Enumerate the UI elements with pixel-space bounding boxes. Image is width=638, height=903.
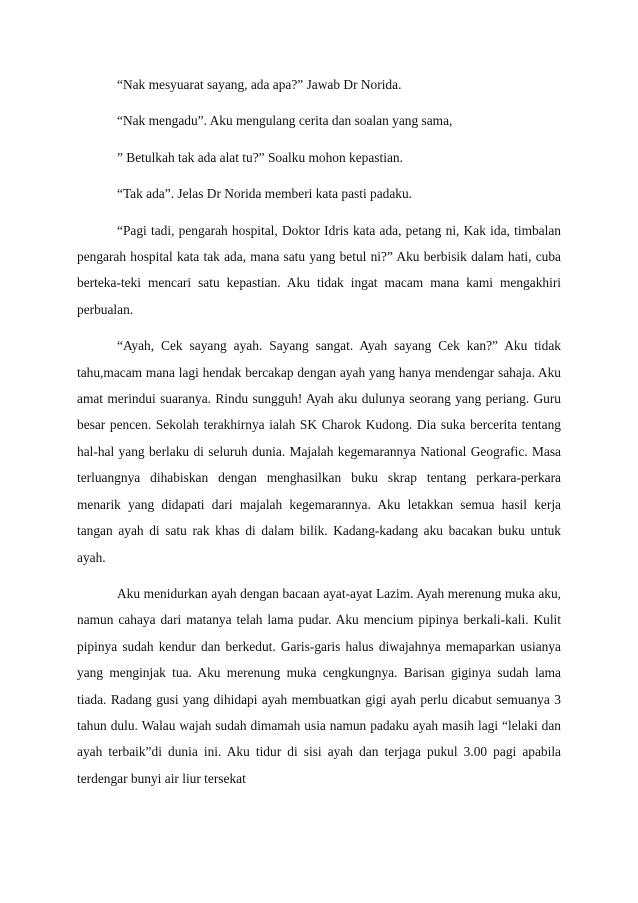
paragraph-7: Aku menidurkan ayah dengan bacaan ayat-ayat Lazim. Ayah merenung muka aku, namun cahaya dari matanya telah lama pudar. Aku mencium pipinya berkali-kali. Kulit pipinya sudah kendur dan berkedut. Garis-garis halus diwajahnya memaparkan usianya yang menginjak tua. Aku merenung muka cengkungnya. Barisan giginya sudah lama tiada. Radang gusi yang dihidapi ayah membuatkan gigi ayah perlu dicabut semuanya 3 tahun dulu. Walau wajah sudah dimamah usia namun padaku ayah masih lagi “lelaki dan ayah terbaik”di dunia ini. Aku tidur di sisi ayah dan terjaga pukul 3.00 pagi apabila terdengar bunyi air liur tersekat [77, 585, 561, 786]
document-page [77, 72, 561, 802]
paragraph-5: “Pagi tadi, pengarah hospital, Doktor Idris kata ada, petang ni, Kak ida, timbalan pengarah hospital kata tak ada, mana satu yang betul ni?” Aku berbisik dalam hati, cuba berteka-teki mencari satu kepastian. Aku tidak ingat macam mana kami mengakhiri perbualan. [77, 222, 561, 317]
paragraph-3: ” Betulkah tak ada alat tu?” Soalku mohon kepastian. [117, 149, 403, 165]
paragraph-6: “Ayah, Cek sayang ayah. Sayang sangat. Ayah sayang Cek kan?” Aku tidak tahu,macam mana lagi hendak bercakap dengan ayah yang hanya mendengar sahaja. Aku amat merindui suaranya. Rindu sungguh! Ayah aku dulunya seorang yang periang. Guru besar pencen. Sekolah terakhirnya ialah SK Charok Kudong. Dia suka bercerita tentang hal-hal yang berlaku di seluruh dunia. Majalah kegemarannya National Geografic. Masa terluangnya dihabiskan dengan menghasilkan buku skrap tentang perkara-perkara menarik yang didapati dari majalah kegemarannya. Aku letakkan semua hasil kerja tangan ayah di satu rak khas di dalam bilik. Kadang-kadang aku bacakan buku untuk ayah. [77, 338, 561, 565]
paragraph-1: “Nak mesyuarat sayang, ada apa?” Jawab Dr Norida. [117, 77, 402, 92]
paragraph-2: “Nak mengadu”. Aku mengulang cerita dan soalan yang sama, [117, 113, 453, 129]
paragraph-4: “Tak ada”. Jelas Dr Norida memberi kata pasti padaku. [117, 186, 413, 202]
